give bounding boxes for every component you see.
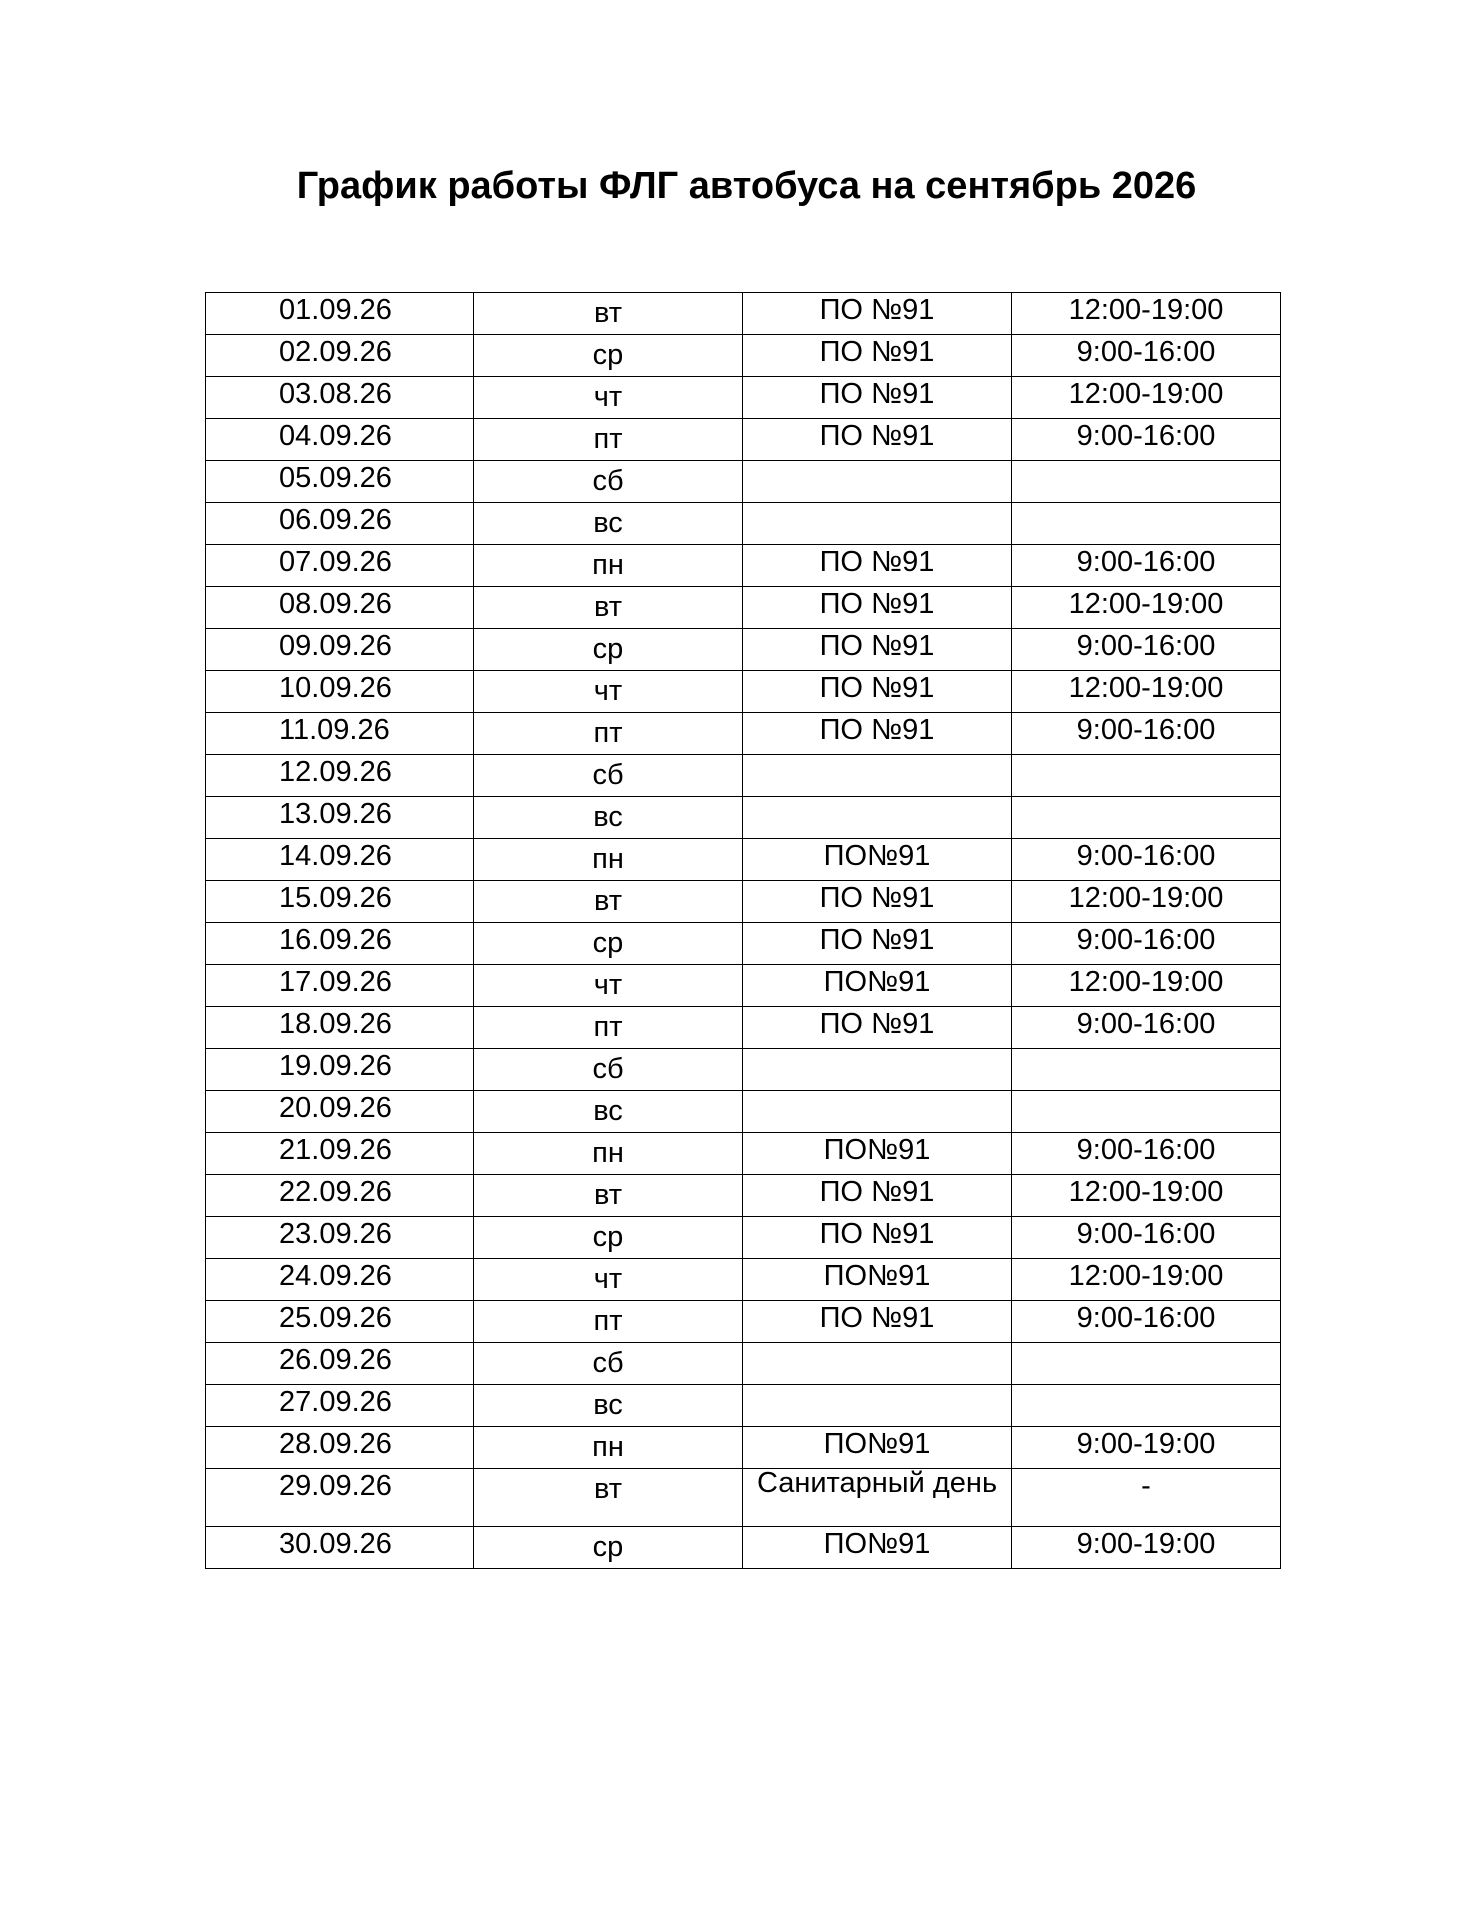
hours-cell: 9:00-16:00 xyxy=(1012,419,1281,461)
location-cell: ПО№91 xyxy=(743,839,1012,881)
hours-cell xyxy=(1012,1091,1281,1133)
date-cell: 02.09.26 xyxy=(206,335,474,377)
weekday-cell xyxy=(474,1133,743,1175)
weekday-cell xyxy=(474,545,743,587)
table-row xyxy=(206,1133,1281,1175)
table-row xyxy=(206,629,1281,671)
hours-cell: 9:00-16:00 xyxy=(1012,713,1281,755)
table-row xyxy=(206,419,1281,461)
date-cell: 11.09.26 xyxy=(206,713,474,755)
location-cell: ПО №91 xyxy=(743,419,1012,461)
date-cell: 23.09.26 xyxy=(206,1217,474,1259)
table-row xyxy=(206,1385,1281,1427)
hours-cell: 9:00-16:00 xyxy=(1012,923,1281,965)
table-row xyxy=(206,1175,1281,1217)
date-cell: 24.09.26 xyxy=(206,1259,474,1301)
table-row xyxy=(206,755,1281,797)
table-row xyxy=(206,1343,1281,1385)
location-cell: ПО№91 xyxy=(743,1259,1012,1301)
table-row xyxy=(206,713,1281,755)
weekday-cell xyxy=(474,671,743,713)
date-cell: 26.09.26 xyxy=(206,1343,474,1385)
hours-cell xyxy=(1012,461,1281,503)
table-row xyxy=(206,1091,1281,1133)
location-cell: ПО №91 xyxy=(743,1301,1012,1343)
date-cell: 27.09.26 xyxy=(206,1385,474,1427)
weekday-label: сб xyxy=(592,1053,624,1085)
weekday-cell xyxy=(474,965,743,1007)
table-row xyxy=(206,1301,1281,1343)
weekday-label: чт xyxy=(593,675,623,707)
date-cell: 09.09.26 xyxy=(206,629,474,671)
table-row xyxy=(206,797,1281,839)
weekday-cell xyxy=(474,377,743,419)
date-cell: 30.09.26 xyxy=(206,1527,474,1569)
weekday-label: вт xyxy=(593,885,623,917)
weekday-cell xyxy=(474,587,743,629)
weekday-cell xyxy=(474,1007,743,1049)
date-cell: 03.08.26 xyxy=(206,377,474,419)
weekday-cell xyxy=(474,503,743,545)
weekday-label: ср xyxy=(592,339,624,371)
weekday-cell xyxy=(474,1385,743,1427)
hours-cell: 9:00-16:00 xyxy=(1012,1301,1281,1343)
weekday-label: сб xyxy=(592,465,624,497)
weekday-cell xyxy=(474,797,743,839)
weekday-cell xyxy=(474,923,743,965)
location-cell xyxy=(743,461,1012,503)
weekday-label: ср xyxy=(592,633,624,665)
location-cell: ПО №91 xyxy=(743,881,1012,923)
location-cell: ПО №91 xyxy=(743,629,1012,671)
table-row xyxy=(206,1527,1281,1569)
weekday-label: пн xyxy=(592,1431,624,1463)
location-cell xyxy=(743,1343,1012,1385)
weekday-label: чт xyxy=(593,969,623,1001)
table-row xyxy=(206,293,1281,335)
location-cell: ПО №91 xyxy=(743,671,1012,713)
date-cell: 22.09.26 xyxy=(206,1175,474,1217)
weekday-cell xyxy=(474,1343,743,1385)
location-cell: ПО№91 xyxy=(743,1527,1012,1569)
location-cell xyxy=(743,797,1012,839)
location-cell: Санитарный день xyxy=(743,1469,1012,1527)
location-cell: ПО №91 xyxy=(743,335,1012,377)
hours-cell: 9:00-16:00 xyxy=(1012,545,1281,587)
hours-cell: 9:00-16:00 xyxy=(1012,629,1281,671)
weekday-cell xyxy=(474,1049,743,1091)
weekday-label: вт xyxy=(593,1473,623,1505)
weekday-cell xyxy=(474,1175,743,1217)
hours-cell: 9:00-19:00 xyxy=(1012,1427,1281,1469)
location-cell: ПО №91 xyxy=(743,545,1012,587)
table-row xyxy=(206,545,1281,587)
weekday-cell xyxy=(474,1259,743,1301)
weekday-label: пн xyxy=(592,843,624,875)
location-cell xyxy=(743,1385,1012,1427)
weekday-cell xyxy=(474,1217,743,1259)
page-title: График работы ФЛГ автобуса на сентябрь 2026 xyxy=(296,165,1197,207)
hours-cell: 9:00-16:00 xyxy=(1012,1133,1281,1175)
weekday-cell xyxy=(474,293,743,335)
weekday-label: вс xyxy=(593,1095,623,1127)
schedule-body xyxy=(206,293,1281,1569)
date-cell: 06.09.26 xyxy=(206,503,474,545)
date-cell: 15.09.26 xyxy=(206,881,474,923)
hours-cell xyxy=(1012,755,1281,797)
weekday-label: ср xyxy=(592,927,624,959)
weekday-cell xyxy=(474,629,743,671)
date-cell: 17.09.26 xyxy=(206,965,474,1007)
table-row xyxy=(206,1049,1281,1091)
table-row xyxy=(206,923,1281,965)
weekday-label: ср xyxy=(592,1531,624,1563)
weekday-label: вт xyxy=(593,1179,623,1211)
weekday-cell xyxy=(474,881,743,923)
date-cell: 07.09.26 xyxy=(206,545,474,587)
table-row xyxy=(206,839,1281,881)
weekday-label: вс xyxy=(593,507,623,539)
date-cell: 21.09.26 xyxy=(206,1133,474,1175)
table-row xyxy=(206,1427,1281,1469)
location-cell: ПО№91 xyxy=(743,965,1012,1007)
location-cell xyxy=(743,503,1012,545)
weekday-label: чт xyxy=(593,1263,623,1295)
hours-cell: 9:00-16:00 xyxy=(1012,1217,1281,1259)
location-cell xyxy=(743,1091,1012,1133)
date-cell: 01.09.26 xyxy=(206,293,474,335)
date-cell: 29.09.26 xyxy=(206,1469,474,1527)
location-cell xyxy=(743,755,1012,797)
location-cell: ПО №91 xyxy=(743,1007,1012,1049)
location-cell: ПО №91 xyxy=(743,377,1012,419)
hours-cell: 9:00-16:00 xyxy=(1012,335,1281,377)
weekday-label: вт xyxy=(593,297,623,329)
hours-cell xyxy=(1012,503,1281,545)
schedule-table xyxy=(205,292,1281,1569)
location-cell: ПО №91 xyxy=(743,1175,1012,1217)
hours-cell xyxy=(1012,797,1281,839)
date-cell: 13.09.26 xyxy=(206,797,474,839)
weekday-label: вс xyxy=(593,1389,623,1421)
date-cell: 28.09.26 xyxy=(206,1427,474,1469)
table-row xyxy=(206,335,1281,377)
hours-cell: 12:00-19:00 xyxy=(1012,671,1281,713)
weekday-cell xyxy=(474,1301,743,1343)
date-cell: 05.09.26 xyxy=(206,461,474,503)
date-cell: 16.09.26 xyxy=(206,923,474,965)
weekday-label: пн xyxy=(592,549,624,581)
hours-cell: 9:00-19:00 xyxy=(1012,1527,1281,1569)
location-cell: ПО №91 xyxy=(743,587,1012,629)
table-row xyxy=(206,377,1281,419)
hours-cell: 12:00-19:00 xyxy=(1012,965,1281,1007)
table-row xyxy=(206,461,1281,503)
date-cell: 12.09.26 xyxy=(206,755,474,797)
date-cell: 08.09.26 xyxy=(206,587,474,629)
hours-cell xyxy=(1012,1385,1281,1427)
weekday-label: пт xyxy=(593,423,623,455)
location-cell: ПО №91 xyxy=(743,1217,1012,1259)
table-row xyxy=(206,1217,1281,1259)
weekday-cell xyxy=(474,713,743,755)
date-cell: 18.09.26 xyxy=(206,1007,474,1049)
weekday-cell xyxy=(474,755,743,797)
weekday-cell xyxy=(474,1527,743,1569)
table-row xyxy=(206,965,1281,1007)
weekday-label: сб xyxy=(592,1347,624,1379)
weekday-cell xyxy=(474,461,743,503)
location-cell xyxy=(743,1049,1012,1091)
date-cell: 14.09.26 xyxy=(206,839,474,881)
location-cell: ПО №91 xyxy=(743,713,1012,755)
location-cell: ПО №91 xyxy=(743,293,1012,335)
weekday-label: вт xyxy=(593,591,623,623)
hours-cell: 12:00-19:00 xyxy=(1012,1259,1281,1301)
weekday-label: пн xyxy=(592,1137,624,1169)
table-row xyxy=(206,1007,1281,1049)
hours-cell: 9:00-16:00 xyxy=(1012,1007,1281,1049)
table-row xyxy=(206,1259,1281,1301)
weekday-cell xyxy=(474,419,743,461)
weekday-cell xyxy=(474,839,743,881)
weekday-label: вс xyxy=(593,801,623,833)
date-cell: 25.09.26 xyxy=(206,1301,474,1343)
hours-cell: 9:00-16:00 xyxy=(1012,839,1281,881)
date-cell: 04.09.26 xyxy=(206,419,474,461)
weekday-label: чт xyxy=(593,381,623,413)
table-row xyxy=(206,587,1281,629)
weekday-label: пт xyxy=(593,1011,623,1043)
date-cell: 19.09.26 xyxy=(206,1049,474,1091)
hours-cell xyxy=(1012,1343,1281,1385)
hours-cell: 12:00-19:00 xyxy=(1012,293,1281,335)
location-cell: ПО№91 xyxy=(743,1427,1012,1469)
date-cell: 10.09.26 xyxy=(206,671,474,713)
table-row xyxy=(206,671,1281,713)
weekday-label: пт xyxy=(593,1305,623,1337)
weekday-label: сб xyxy=(592,759,624,791)
table-row xyxy=(206,881,1281,923)
table-row xyxy=(206,1469,1281,1527)
location-cell: ПО №91 xyxy=(743,923,1012,965)
hours-cell: 12:00-19:00 xyxy=(1012,881,1281,923)
table-row xyxy=(206,503,1281,545)
hours-cell: 12:00-19:00 xyxy=(1012,587,1281,629)
weekday-cell xyxy=(474,1091,743,1133)
weekday-label: пт xyxy=(593,717,623,749)
weekday-cell xyxy=(474,335,743,377)
hours-cell: 12:00-19:00 xyxy=(1012,1175,1281,1217)
hours-cell xyxy=(1012,1049,1281,1091)
location-cell: ПО№91 xyxy=(743,1133,1012,1175)
weekday-cell xyxy=(474,1469,743,1527)
weekday-cell xyxy=(474,1427,743,1469)
date-cell: 20.09.26 xyxy=(206,1091,474,1133)
weekday-label: ср xyxy=(592,1221,624,1253)
hours-cell: 12:00-19:00 xyxy=(1012,377,1281,419)
hours-cell: - xyxy=(1012,1469,1281,1527)
